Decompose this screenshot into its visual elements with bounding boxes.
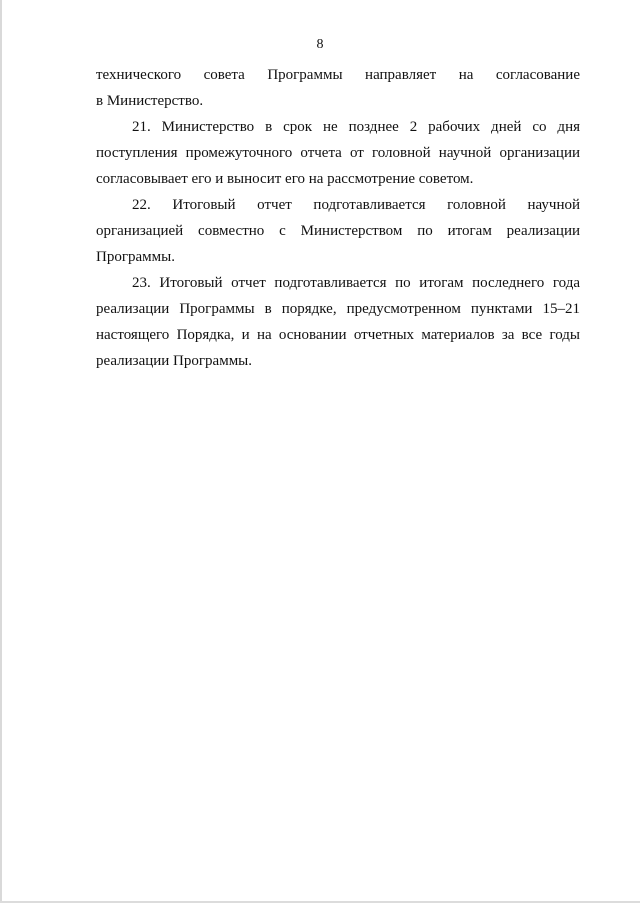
document-body	[96, 62, 580, 374]
page-number: 8	[316, 37, 324, 52]
paragraph-continuation-line-1: технического совета Программы направляет на согласование	[96, 67, 580, 83]
paragraph-item-21: 21. Министерство в срок не позднее 2 рабочих дней со дня поступления промежуточного отчета от головной научной организации согласовывает его и выносит его на рассмотрение советом.	[96, 119, 580, 187]
paragraph-item-22: 22. Итоговый отчет подготавливается головной научной организацией совместно с Министерством по итогам реализации Программы.	[96, 197, 580, 265]
paragraph-continuation	[96, 62, 580, 114]
page-edge-left	[0, 0, 2, 903]
paragraph-continuation-line-2: в Министерство.	[96, 93, 204, 109]
paragraph-item-23: 23. Итоговый отчет подготавливается по итогам последнего года реализации Программы в порядке, предусмотренном пунктами 15–21 настоящего Порядка, и на основании отчетных материалов за все годы реализации Программы.	[96, 275, 580, 369]
